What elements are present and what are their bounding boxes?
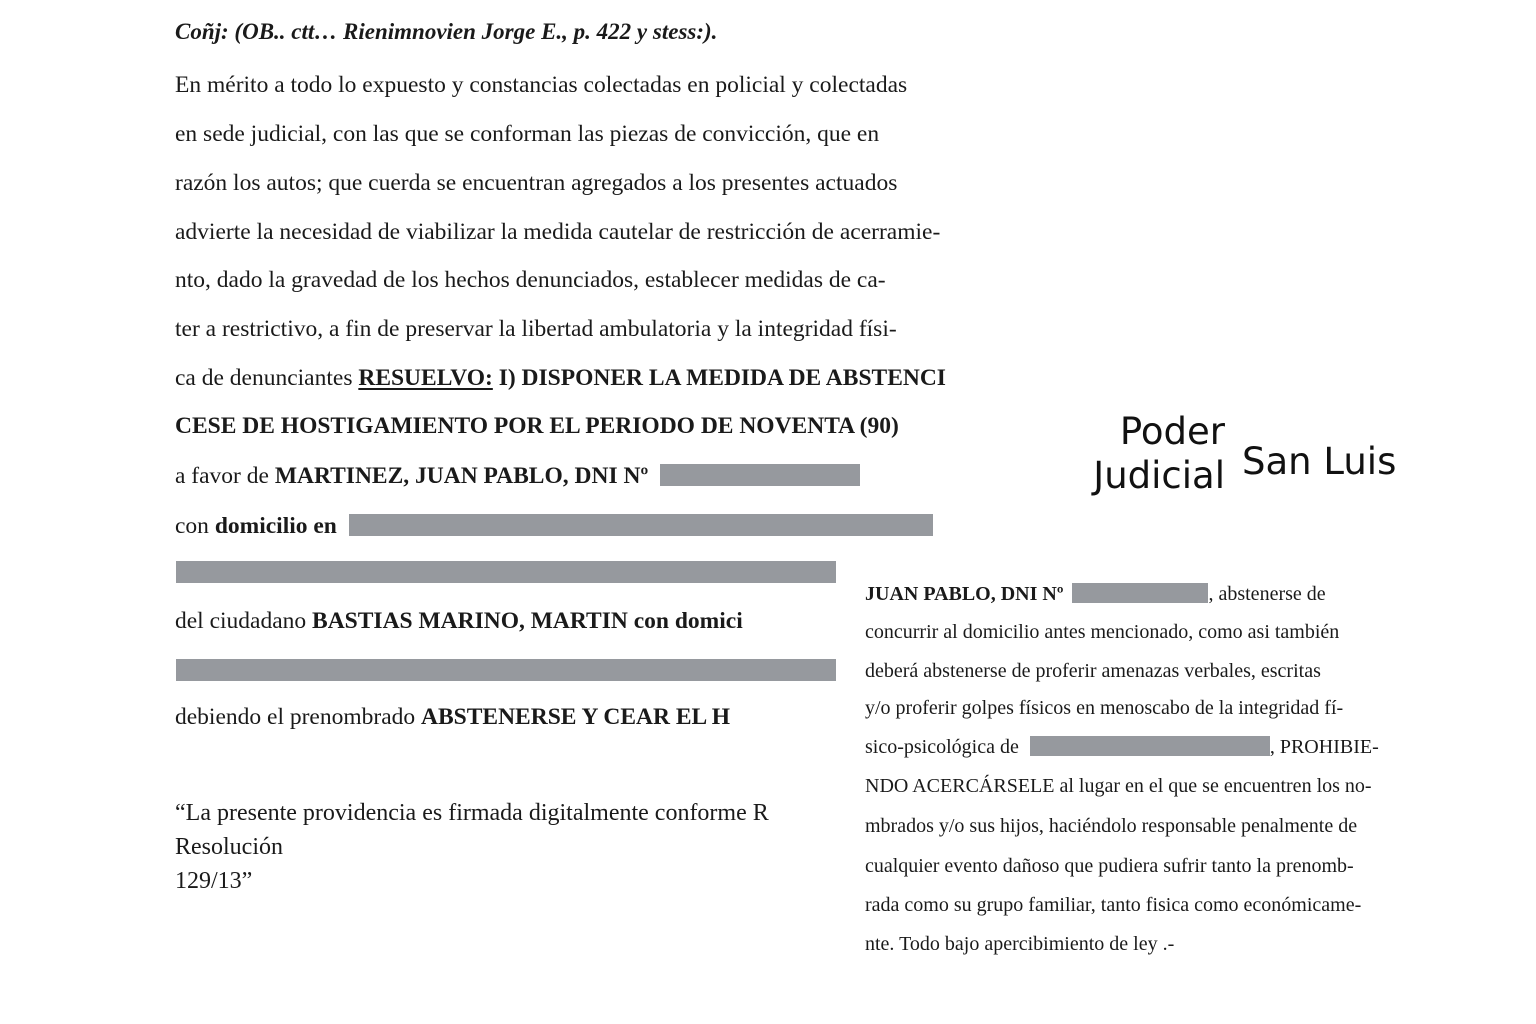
resolution-order: I) DISPONER LA MEDIDA DE ABSTENCI	[492, 365, 946, 391]
digital-signature-note	[175, 796, 835, 898]
redacted-dni-right	[1072, 583, 1208, 603]
redacted-respondent-address	[176, 659, 836, 681]
footer-line: 129/13”	[175, 868, 253, 894]
beneficiary-prefix: a favor de	[175, 463, 275, 489]
paragraph-line: En mérito a todo lo expuesto y constancias colectadas en policial y colectadas	[175, 72, 908, 98]
footer-line: Resolución	[175, 834, 283, 860]
right-col-line: cualquier evento dañoso que pudiera sufrir tanto la prenomb-	[865, 855, 1354, 877]
beneficiary-name: MARTINEZ, JUAN PABLO, DNI Nº	[274, 463, 649, 489]
respondent-line	[175, 610, 743, 634]
right-col-line	[865, 736, 1379, 757]
right-col-line: nte. Todo bajo apercibimiento de ley .-	[865, 933, 1175, 955]
resolution-line	[175, 367, 946, 391]
resolution-prefix: ca de denunciantes	[175, 365, 359, 391]
right-col-line	[865, 583, 1326, 604]
paragraph-line: advierte la necesidad de viabilizar la medida cautelar de restricción de acerramie-	[175, 219, 941, 245]
redacted-address	[349, 514, 933, 536]
respondent-name: BASTIAS MARINO, MARTIN con domici	[312, 608, 743, 634]
paragraph-line: en sede judicial, con las que se conforman las piezas de convicción, que en	[175, 121, 880, 147]
logo-judicial: Judicial	[1093, 453, 1225, 497]
right-psych-prefix: sico-psicológica de	[865, 736, 1019, 758]
domicile-prefix: con	[175, 513, 215, 539]
right-col-line: concurrir al domicilio antes mencionado, como asi también	[865, 621, 1340, 643]
obligation-bold: ABSTENERSE Y CEAR EL H	[421, 704, 731, 730]
redacted-name-right	[1030, 736, 1270, 756]
obligation-prefix: debiendo el prenombrado	[175, 704, 422, 730]
paragraph-line: ter a restrictivo, a fin de preservar la libertad ambulatoria y la integridad físi-	[175, 316, 897, 342]
redacted-address-continued	[176, 561, 836, 583]
citation-line: Coñj: (OB.. ctt… Rienimnovien Jorge E., p. 422 y stess:).	[175, 19, 718, 44]
right-prohibition: , PROHIBIE-	[1269, 736, 1379, 758]
logo-poder: Poder	[1119, 410, 1225, 453]
obligation-line	[175, 706, 730, 730]
right-col-line: mbrados y/o sus hijos, haciéndolo responsable penalmente de	[865, 815, 1358, 837]
redacted-dni	[660, 464, 860, 486]
respondent-prefix: del ciudadano	[175, 608, 313, 634]
resuelvo-heading: RESUELVO:	[358, 365, 493, 391]
logo-san-luis: San Luis	[1242, 440, 1397, 483]
beneficiary-line	[175, 464, 860, 489]
right-beneficiary-name: JUAN PABLO, DNI Nº	[865, 583, 1064, 605]
footer-line: “La presente providencia es firmada digitalmente conforme R	[175, 800, 769, 826]
paragraph-line: razón los autos; que cuerda se encuentran agregados a los presentes actuados	[175, 170, 898, 196]
right-abstain-start: , abstenerse de	[1208, 583, 1326, 605]
right-col-line: rada como su grupo familiar, tanto fisica como económicame-	[865, 894, 1362, 916]
resolution-order-continued: CESE DE HOSTIGAMIENTO POR EL PERIODO DE NOVENTA (90)	[175, 413, 899, 439]
court-logo-text	[1085, 410, 1225, 497]
paragraph-line: nto, dado la gravedad de los hechos denunciados, establecer medidas de ca-	[175, 267, 886, 293]
domicile-label: domicilio en	[214, 513, 337, 539]
domicile-line	[175, 514, 933, 539]
right-col-line: NDO ACERCÁRSELE al lugar en el que se encuentren los no-	[865, 775, 1372, 797]
right-col-line: y/o proferir golpes físicos en menoscabo de la integridad fí-	[865, 697, 1344, 719]
right-col-line: deberá abstenerse de proferir amenazas verbales, escritas	[865, 660, 1321, 682]
